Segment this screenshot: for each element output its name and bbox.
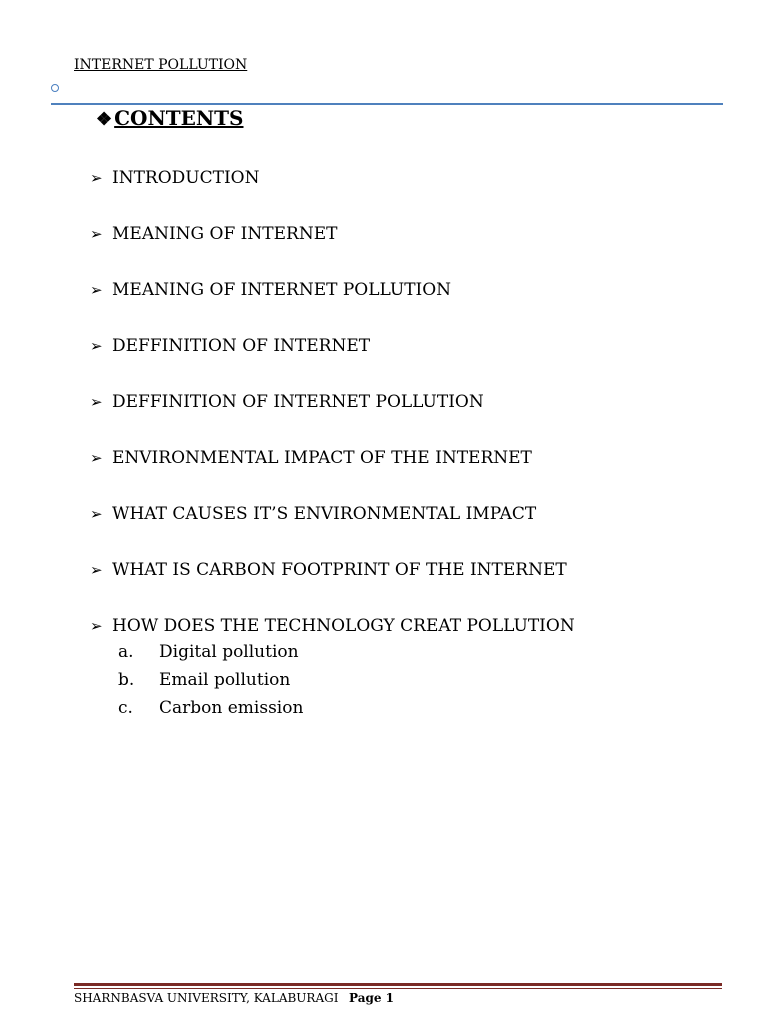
toc-subitem — [118, 670, 303, 698]
diamond-bullet-icon: ❖ — [96, 109, 113, 130]
contents-heading-label: CONTENTS — [114, 106, 244, 130]
arrow-bullet-icon: ➢ — [90, 225, 103, 243]
toc-item-label: WHAT IS CARBON FOOTPRINT OF THE INTERNET — [112, 560, 567, 580]
arrow-bullet-icon: ➢ — [90, 505, 103, 523]
arrow-bullet-icon: ➢ — [90, 393, 103, 411]
arrow-bullet-icon: ➢ — [90, 449, 103, 467]
subitem-label: Carbon emission — [159, 698, 304, 718]
table-of-contents — [90, 168, 575, 672]
toc-item — [90, 560, 575, 616]
subitem-marker: a. — [118, 642, 134, 662]
footer-divider — [74, 983, 722, 986]
toc-sublist — [118, 642, 303, 726]
toc-item-label: ENVIRONMENTAL IMPACT OF THE INTERNET — [112, 448, 532, 468]
footer-institution: SHARNBASVA UNIVERSITY, KALABURAGI — [74, 991, 339, 1005]
arrow-bullet-icon: ➢ — [90, 337, 103, 355]
toc-item — [90, 168, 575, 224]
toc-item — [90, 280, 575, 336]
toc-subitem — [118, 642, 303, 670]
toc-item-label: MEANING OF INTERNET — [112, 224, 338, 244]
arrow-bullet-icon: ➢ — [90, 281, 103, 299]
arrow-bullet-icon: ➢ — [90, 561, 103, 579]
header-divider — [51, 103, 723, 105]
toc-item-label: MEANING OF INTERNET POLLUTION — [112, 280, 452, 300]
page-number: Page 1 — [349, 991, 395, 1005]
toc-item — [90, 336, 575, 392]
subitem-label: Email pollution — [159, 670, 291, 690]
toc-item — [90, 448, 575, 504]
subitem-marker: c. — [118, 698, 133, 718]
header-title: INTERNET POLLUTION — [74, 57, 248, 73]
toc-item-label: INTRODUCTION — [112, 168, 260, 188]
arrow-bullet-icon: ➢ — [90, 169, 103, 187]
subitem-marker: b. — [118, 670, 135, 690]
toc-subitem — [118, 698, 303, 726]
arrow-bullet-icon: ➢ — [90, 617, 103, 635]
toc-item-label: HOW DOES THE TECHNOLOGY CREAT POLLUTION — [112, 616, 575, 636]
subitem-label: Digital pollution — [159, 642, 299, 662]
circle-bullet-icon — [51, 84, 59, 92]
toc-item — [90, 224, 575, 280]
contents-heading — [96, 106, 244, 130]
footer-divider-thin — [74, 988, 722, 989]
toc-item-label: WHAT CAUSES IT’S ENVIRONMENTAL IMPACT — [112, 504, 537, 524]
toc-item-label: DEFFINITION OF INTERNET POLLUTION — [112, 392, 484, 412]
toc-item — [90, 504, 575, 560]
toc-item-label: DEFFINITION OF INTERNET — [112, 336, 371, 356]
toc-item — [90, 392, 575, 448]
